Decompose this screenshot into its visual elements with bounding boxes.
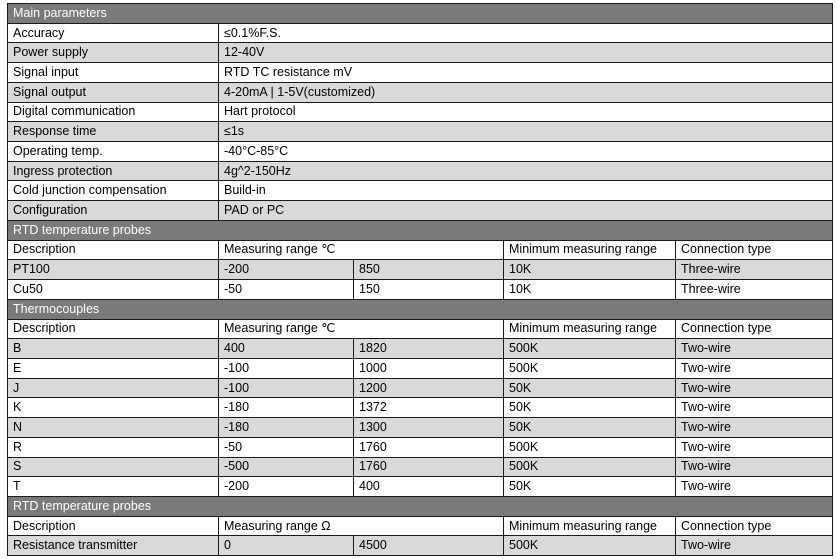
cell-range-low: -200 (219, 477, 354, 497)
cell-range-low: -200 (219, 260, 354, 280)
table-row (8, 378, 833, 398)
cell-description: K (8, 398, 219, 418)
param-label: Digital communication (8, 102, 219, 122)
param-value: 4-20mA | 1-5V(customized) (219, 82, 833, 102)
param-value: Hart protocol (219, 102, 833, 122)
col-header-min-range: Minimum measuring range (504, 319, 676, 339)
cell-description: Cu50 (8, 280, 219, 300)
param-value: RTD TC resistance mV (219, 63, 833, 83)
param-label: Cold junction compensation (8, 181, 219, 201)
col-header-connection-type: Connection type (676, 319, 833, 339)
cell-min-range: 10K (504, 280, 676, 300)
cell-range-high: 150 (354, 280, 504, 300)
col-header-measuring-range: Measuring range Ω (219, 516, 504, 536)
param-label: Configuration (8, 201, 219, 221)
column-header-row (8, 319, 833, 339)
cell-range-high: 400 (354, 477, 504, 497)
param-row (8, 201, 833, 221)
param-row (8, 102, 833, 122)
section-title: Main parameters (8, 4, 833, 24)
cell-range-low: -180 (219, 398, 354, 418)
param-label: Operating temp. (8, 142, 219, 162)
col-header-min-range: Minimum measuring range (504, 516, 676, 536)
cell-min-range: 50K (504, 398, 676, 418)
table-row (8, 358, 833, 378)
param-label: Ingress protection (8, 161, 219, 181)
cell-range-high: 1200 (354, 378, 504, 398)
param-row (8, 82, 833, 102)
table-row (8, 280, 833, 300)
cell-min-range: 500K (504, 339, 676, 359)
col-header-measuring-range: Measuring range ℃ (219, 319, 504, 339)
col-header-description: Description (8, 319, 219, 339)
table-row (8, 260, 833, 280)
cell-min-range: 50K (504, 477, 676, 497)
cell-range-high: 1372 (354, 398, 504, 418)
col-header-connection-type: Connection type (676, 240, 833, 260)
table-row (8, 339, 833, 359)
column-header-row (8, 240, 833, 260)
column-header-row (8, 516, 833, 536)
cell-description: S (8, 457, 219, 477)
col-header-min-range: Minimum measuring range (504, 240, 676, 260)
table-row (8, 477, 833, 497)
cell-description: J (8, 378, 219, 398)
cell-connection-type: Two-wire (676, 358, 833, 378)
param-value: 12-40V (219, 43, 833, 63)
param-label: Response time (8, 122, 219, 142)
col-header-description: Description (8, 516, 219, 536)
param-row (8, 181, 833, 201)
cell-description: B (8, 339, 219, 359)
col-header-measuring-range: Measuring range ℃ (219, 240, 504, 260)
col-header-description: Description (8, 240, 219, 260)
section-header-main-parameters (8, 4, 833, 24)
param-row (8, 122, 833, 142)
cell-range-low: -50 (219, 280, 354, 300)
param-row (8, 43, 833, 63)
cell-description: E (8, 358, 219, 378)
cell-min-range: 50K (504, 378, 676, 398)
cell-connection-type: Two-wire (676, 398, 833, 418)
cell-min-range: 500K (504, 536, 676, 556)
cell-range-low: -50 (219, 437, 354, 457)
param-row (8, 23, 833, 43)
param-label: Accuracy (8, 23, 219, 43)
cell-range-high: 1000 (354, 358, 504, 378)
cell-connection-type: Three-wire (676, 280, 833, 300)
cell-connection-type: Two-wire (676, 418, 833, 438)
cell-range-low: -180 (219, 418, 354, 438)
cell-connection-type: Two-wire (676, 457, 833, 477)
param-value: -40°C-85°C (219, 142, 833, 162)
cell-min-range: 50K (504, 418, 676, 438)
cell-description: PT100 (8, 260, 219, 280)
cell-range-low: -100 (219, 378, 354, 398)
cell-min-range: 500K (504, 437, 676, 457)
spec-table (7, 3, 833, 556)
cell-range-high: 850 (354, 260, 504, 280)
cell-description: N (8, 418, 219, 438)
cell-range-high: 4500 (354, 536, 504, 556)
cell-range-low: -500 (219, 457, 354, 477)
cell-min-range: 10K (504, 260, 676, 280)
section-header-thermocouples (8, 299, 833, 319)
param-label: Power supply (8, 43, 219, 63)
cell-connection-type: Two-wire (676, 339, 833, 359)
cell-connection-type: Two-wire (676, 437, 833, 457)
cell-range-high: 1760 (354, 437, 504, 457)
cell-range-low: 0 (219, 536, 354, 556)
cell-description: T (8, 477, 219, 497)
section-header-rtd-resistance (8, 496, 833, 516)
cell-min-range: 500K (504, 358, 676, 378)
param-value: ≤1s (219, 122, 833, 142)
cell-range-high: 1760 (354, 457, 504, 477)
cell-connection-type: Two-wire (676, 378, 833, 398)
cell-connection-type: Two-wire (676, 536, 833, 556)
cell-range-high: 1820 (354, 339, 504, 359)
col-header-connection-type: Connection type (676, 516, 833, 536)
section-title: Thermocouples (8, 299, 833, 319)
section-header-rtd-probes (8, 220, 833, 240)
cell-connection-type: Three-wire (676, 260, 833, 280)
cell-description: R (8, 437, 219, 457)
cell-connection-type: Two-wire (676, 477, 833, 497)
table-row (8, 437, 833, 457)
param-value: Build-in (219, 181, 833, 201)
param-label: Signal output (8, 82, 219, 102)
section-title: RTD temperature probes (8, 220, 833, 240)
table-row (8, 536, 833, 556)
param-value: 4g^2-150Hz (219, 161, 833, 181)
param-value: ≤0.1%F.S. (219, 23, 833, 43)
param-label: Signal input (8, 63, 219, 83)
table-row (8, 457, 833, 477)
param-row (8, 161, 833, 181)
table-row (8, 418, 833, 438)
cell-range-high: 1300 (354, 418, 504, 438)
cell-min-range: 500K (504, 457, 676, 477)
cell-description: Resistance transmitter (8, 536, 219, 556)
param-row (8, 63, 833, 83)
cell-range-low: 400 (219, 339, 354, 359)
cell-range-low: -100 (219, 358, 354, 378)
section-title: RTD temperature probes (8, 496, 833, 516)
table-row (8, 398, 833, 418)
param-value: PAD or PC (219, 201, 833, 221)
param-row (8, 142, 833, 162)
